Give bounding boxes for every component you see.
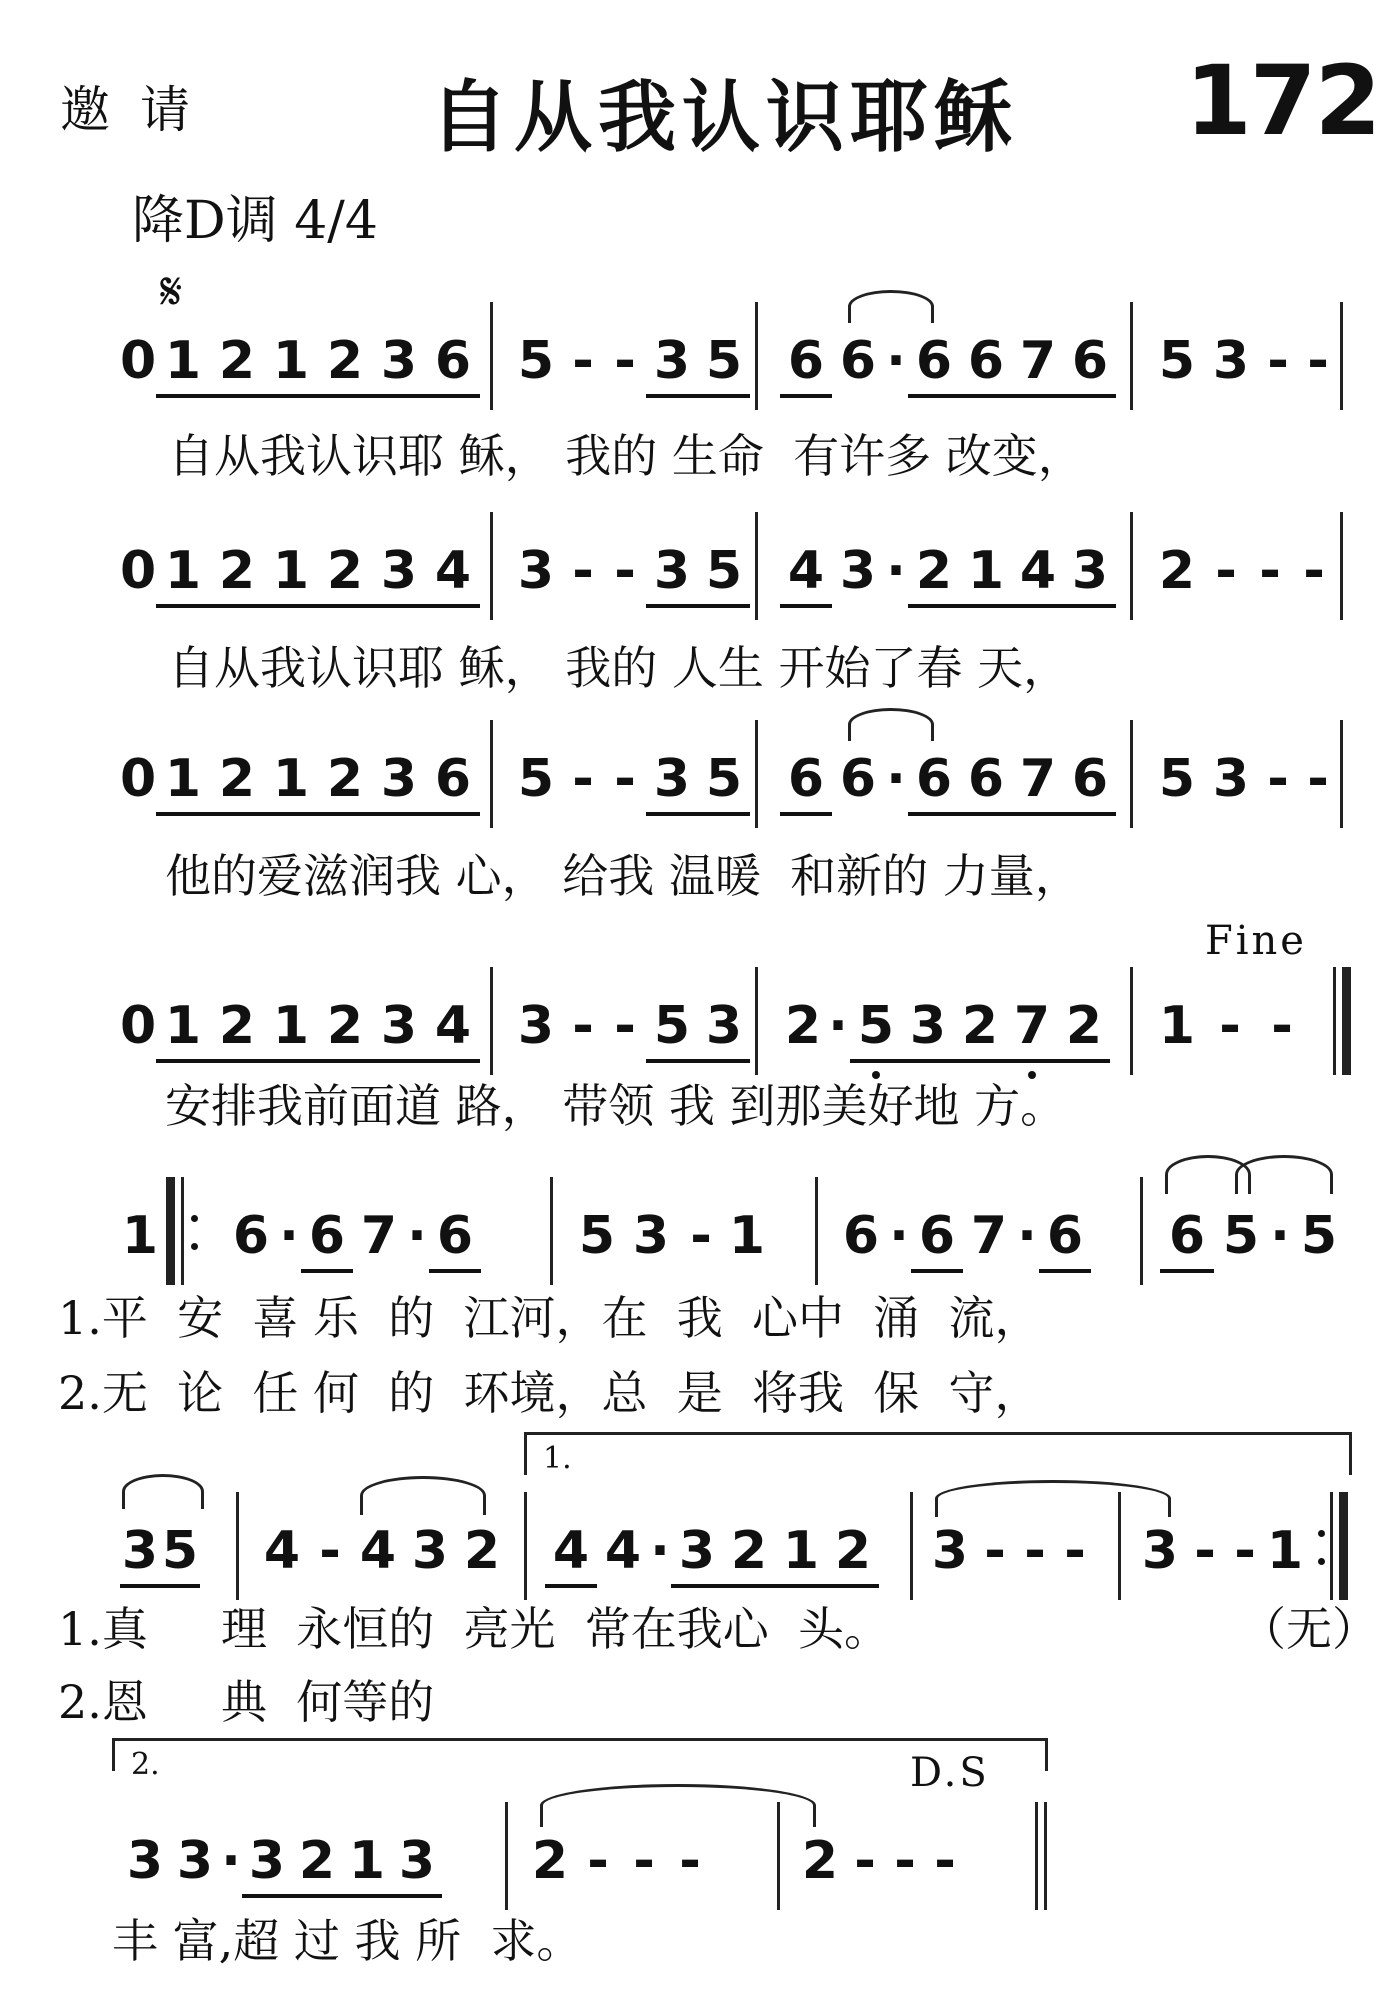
measure: 2 - - - (801, 1831, 956, 1891)
measure: 3 5 (120, 1518, 200, 1588)
measure: 3 - - 5 3 (510, 993, 750, 1063)
measure: 3 - - 3 5 (510, 538, 750, 608)
notation-system-6 (0, 1500, 1400, 1600)
measure: 6 · 6 7 · 6 (225, 1203, 481, 1273)
notation-system-3 (0, 728, 1400, 828)
measure: 4 4 · 3 2 1 2 (545, 1518, 879, 1588)
measure: 0 1 2 1 2 3 6 (120, 746, 480, 816)
lyric-line: 自从我认识耶 稣， 我的 生命 有许多 改变， (168, 429, 1084, 483)
measure: 5 3 - - (1158, 331, 1329, 391)
measure: 6 5 · 5 (1160, 1203, 1346, 1273)
measure: 2 - - - (1158, 541, 1325, 601)
measure: 0 1 2 1 2 3 4 (120, 538, 480, 608)
key-signature: 降D调 4/4 (132, 191, 378, 251)
notation-system-5 (0, 1185, 1400, 1285)
measure: 1 (121, 1206, 159, 1266)
measure: 5 - - 3 5 (510, 746, 750, 816)
measure: 0 1 2 1 2 3 6 (120, 328, 480, 398)
hymn-number: 172 (1185, 45, 1380, 157)
lyric-line: 自从我认识耶 稣， 我的 人生 开始了春 天， (168, 641, 1070, 695)
notation-system-4 (0, 975, 1400, 1075)
measure: 6 6 · 6 6 7 6 (780, 328, 1116, 398)
verse-1-lyric: 1.平 安 喜 乐 的 江河，在 我 心中 涌 流， (58, 1291, 1041, 1345)
notation-system-2 (0, 520, 1400, 620)
song-title: 自从我认识耶稣 (430, 73, 1019, 163)
measure: 5 3 - 1 (578, 1206, 766, 1266)
notation-system-1 (0, 310, 1400, 410)
verse-2-lyric: 2.无 论 任 何 的 环境，总 是 将我 保 守， (58, 1366, 1041, 1420)
verse-1-lyric: 1.真 理 永恒的 亮光 常在我心 头。 (58, 1602, 890, 1656)
measure: 2 · 5 3 2 7 2 (780, 993, 1110, 1063)
measure: 2 - - - (531, 1831, 701, 1891)
measure: 4 - 4 3 2 (263, 1521, 501, 1581)
fine-marking: Fine (1205, 918, 1307, 964)
verse-2-lyric: 2.恩 典 何等的 (58, 1675, 435, 1729)
measure: 6 6 · 6 6 7 6 (780, 746, 1116, 816)
measure: 0 1 2 1 2 3 4 (120, 993, 480, 1063)
measure: 4 3 · 2 1 4 3 (780, 538, 1116, 608)
measure: 3 3 · 3 2 1 3 (120, 1828, 442, 1898)
category-label: 邀请 (60, 81, 220, 139)
lyric-line: 他的爱滋润我 心， 给我 温暖 和新的 力量， (165, 849, 1081, 903)
first-ending-bracket: 1. (524, 1432, 1352, 1475)
dal-segno-marking: D.S (910, 1750, 990, 1796)
notation-system-7 (0, 1810, 1400, 1910)
no-lyric-note: （无） (1240, 1602, 1378, 1656)
measure: 3 - - 1 (1141, 1521, 1304, 1581)
measure: 5 3 - - (1158, 749, 1329, 809)
lyric-line: 安排我前面道 路， 带领 我 到那美好地 方。 (165, 1079, 1067, 1133)
measure: 1 - - (1158, 996, 1293, 1056)
lyric-line: 丰 富,超 过 我 所 求。 (112, 1914, 583, 1968)
measure: 6 · 6 7 · 6 (835, 1203, 1091, 1273)
measure: 3 - - - (931, 1521, 1086, 1581)
measure: 5 - - 3 5 (510, 328, 750, 398)
second-ending-bracket: 2. (112, 1738, 1048, 1771)
segno-icon: 𝄋 (160, 262, 183, 322)
